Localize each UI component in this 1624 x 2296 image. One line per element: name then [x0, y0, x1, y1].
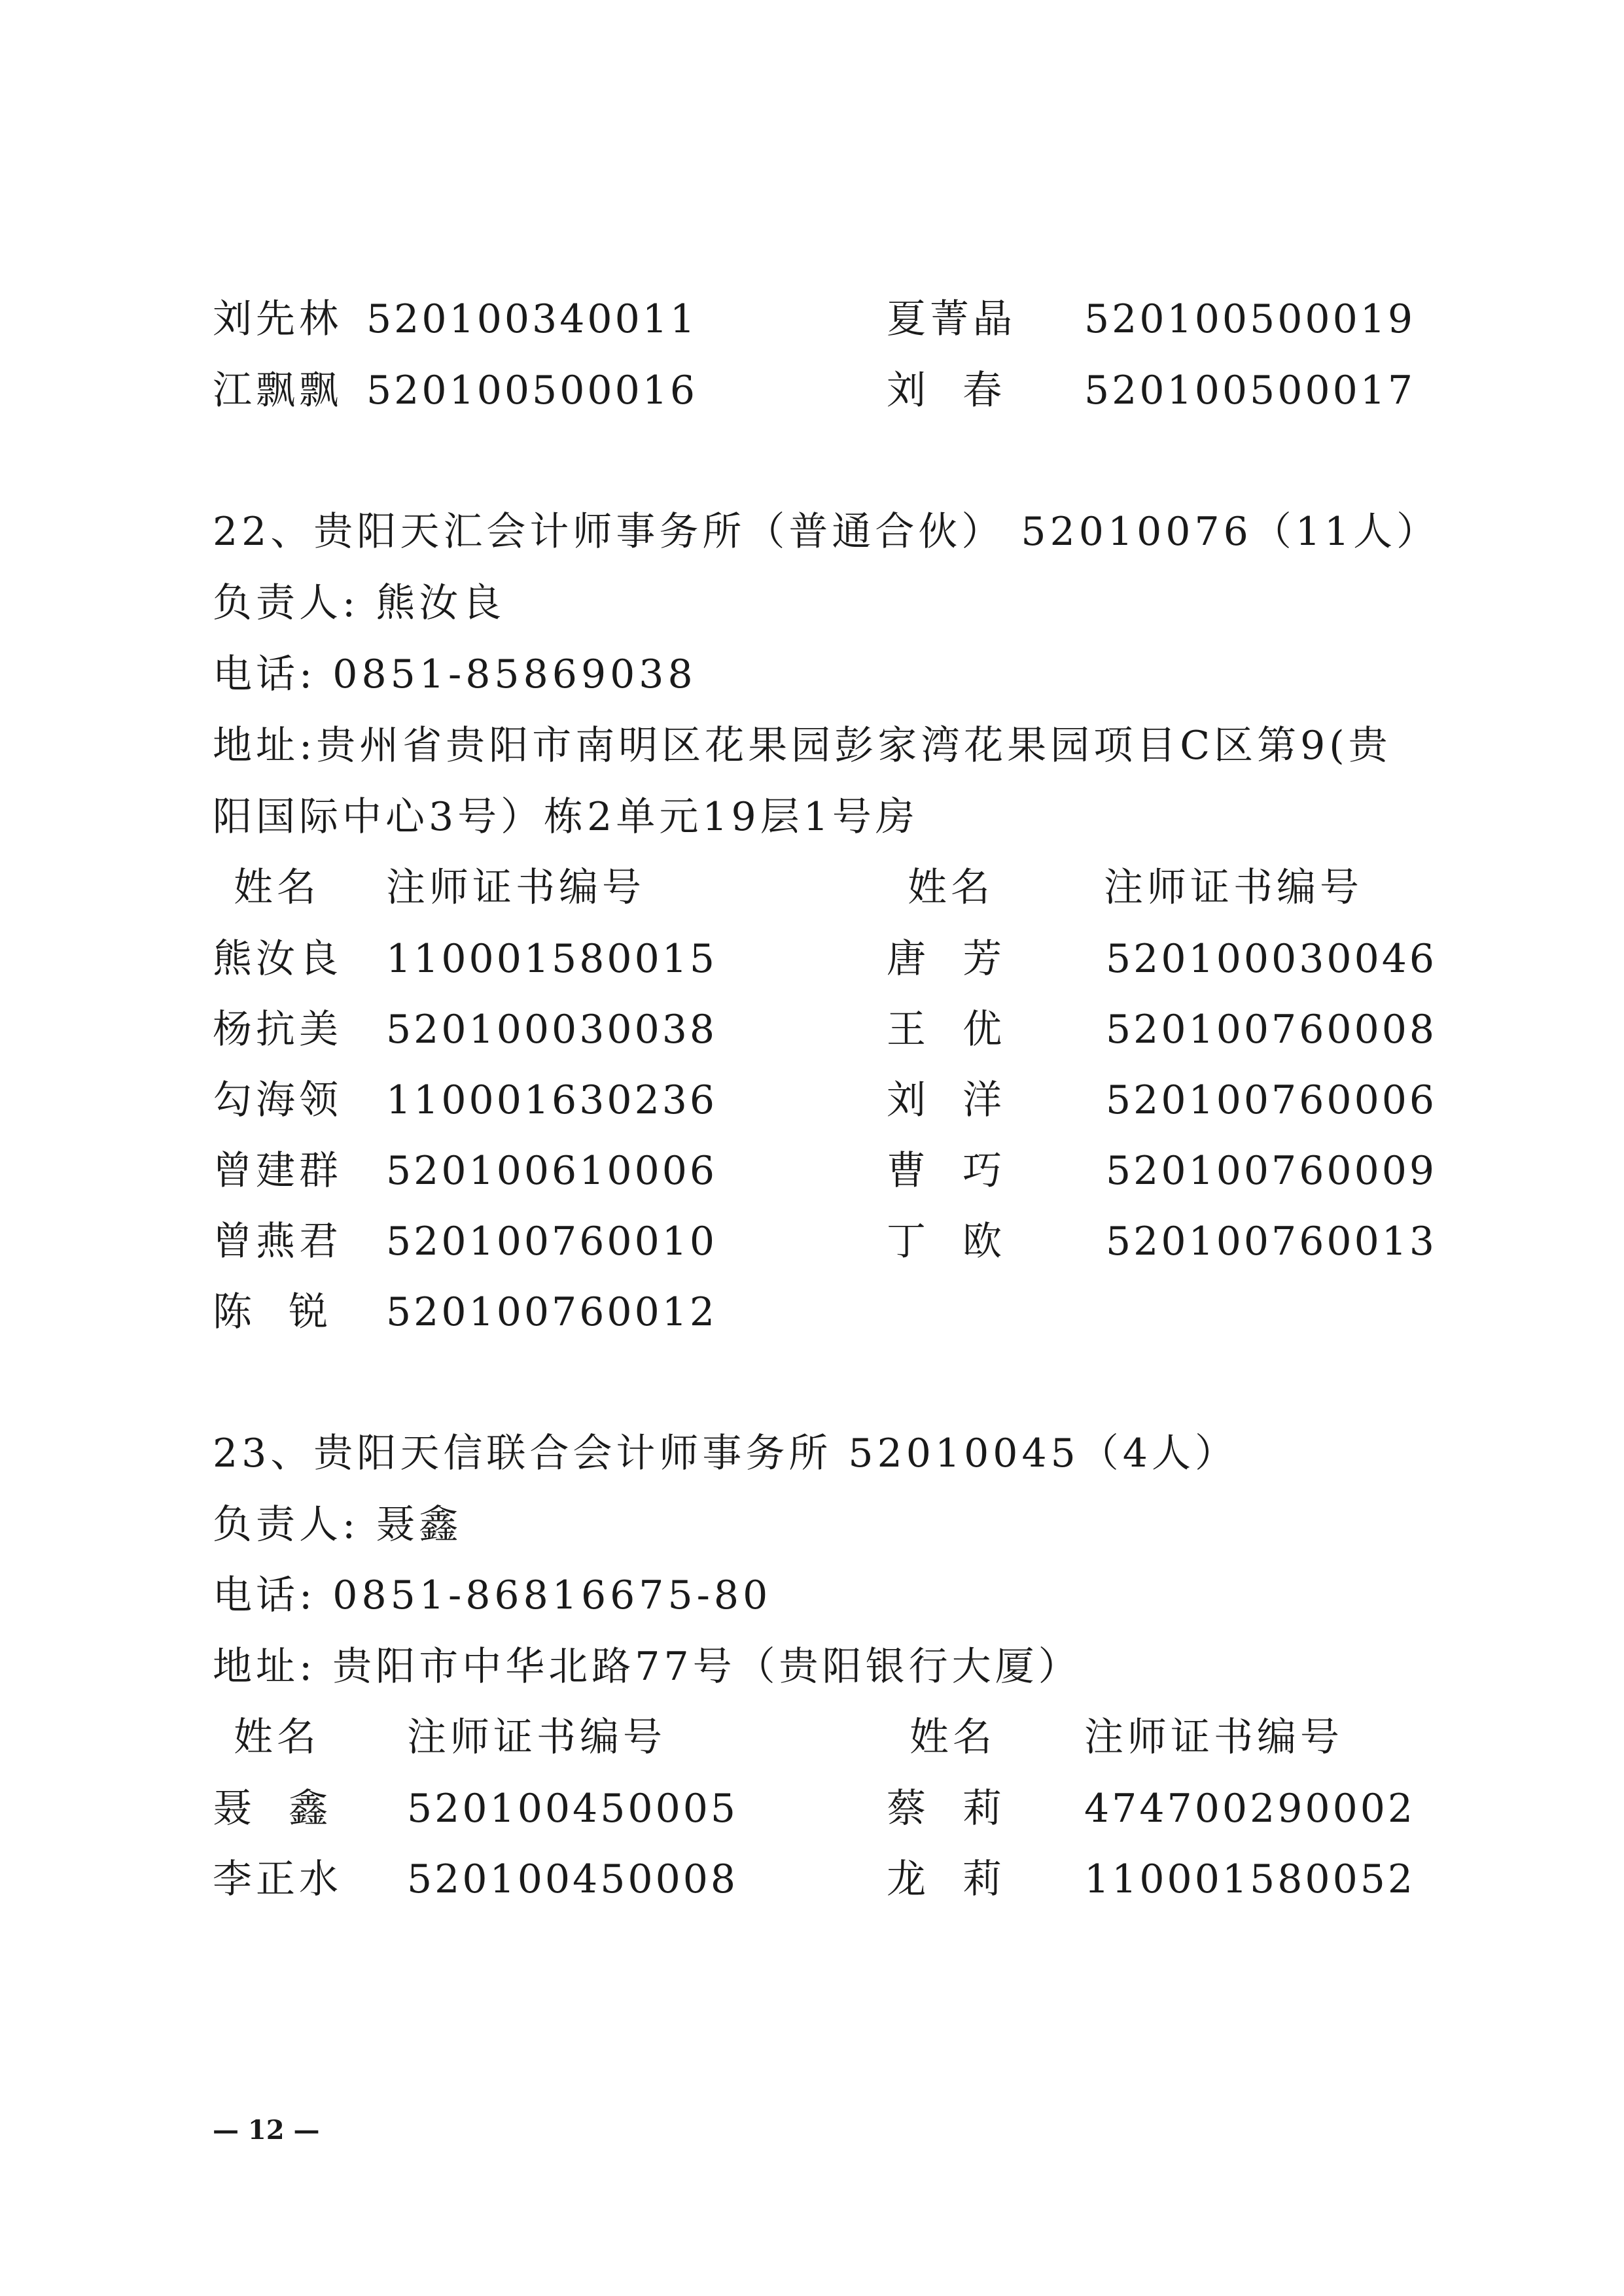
column-header-cert: 注师证书编号 [386, 865, 645, 911]
firm-address-line-1: 地址:贵州省贵阳市南明区花果园彭家湾花果园项目C区第9(贵 [213, 723, 1392, 769]
cert-number: 474700290002 [1084, 1786, 1416, 1832]
firm-leader: 负责人: 熊汝良 [213, 580, 506, 626]
member-name: 李正水 [213, 1856, 342, 1902]
member-name: 刘先林 [213, 296, 342, 342]
table-row [0, 1856, 1624, 1908]
cert-number: 520100760008 [1106, 1007, 1438, 1052]
cert-number: 520100760012 [386, 1289, 718, 1335]
cert-number: 110001580052 [1084, 1856, 1416, 1902]
member-name: 唐 芳 [887, 936, 1006, 982]
column-header-name: 姓名 [909, 1714, 996, 1760]
member-name: 龙 莉 [887, 1856, 1006, 1902]
firm-phone: 电话: 0851-86816675-80 [213, 1573, 772, 1618]
column-header-cert: 注师证书编号 [407, 1714, 666, 1760]
member-name: 江飘飘 [213, 368, 342, 413]
cert-number: 520100610006 [386, 1148, 718, 1194]
cert-number: 520100760013 [1106, 1219, 1438, 1264]
table-row [0, 296, 1624, 348]
table-row [0, 1289, 1624, 1341]
firm-leader: 负责人: 聂鑫 [213, 1502, 463, 1548]
table-row [0, 1785, 1624, 1837]
column-header-cert: 注师证书编号 [1104, 865, 1363, 911]
column-header-name: 姓名 [908, 865, 994, 911]
cert-number: 520100500019 [1084, 296, 1416, 342]
cert-number: 520100500017 [1084, 368, 1416, 413]
table-header [0, 864, 1624, 916]
cert-number: 110001580015 [386, 936, 718, 982]
cert-number: 520100030038 [386, 1007, 718, 1052]
cert-number: 520100340011 [366, 296, 698, 342]
cert-number: 520100450008 [407, 1856, 739, 1902]
member-name: 曾建群 [213, 1148, 342, 1194]
member-name: 王 优 [887, 1007, 1006, 1052]
cert-number: 110001630236 [386, 1077, 718, 1123]
member-name: 蔡 莉 [887, 1786, 1006, 1832]
cert-number: 520100030046 [1106, 936, 1438, 982]
table-row [0, 367, 1624, 419]
firm-phone: 电话: 0851-85869038 [213, 652, 697, 697]
member-name: 曹 巧 [887, 1148, 1006, 1194]
table-row [0, 1077, 1624, 1129]
member-name: 刘 洋 [887, 1077, 1006, 1123]
firm-address-line-2: 阳国际中心3号）栋2单元19层1号房 [213, 794, 919, 840]
cert-number: 520100760010 [386, 1219, 718, 1264]
table-row [0, 1218, 1624, 1270]
column-header-name: 姓名 [234, 1714, 320, 1760]
cert-number: 520100500016 [366, 368, 698, 413]
column-header-cert: 注师证书编号 [1084, 1714, 1343, 1760]
cert-number: 520100760006 [1106, 1077, 1438, 1123]
firm-title: 23、贵阳天信联合会计师事务所 52010045（4人） [213, 1431, 1238, 1476]
firm-address-line-1: 地址: 贵阳市中华北路77号（贵阳银行大厦） [213, 1644, 1082, 1690]
column-header-name: 姓名 [234, 865, 320, 911]
member-name: 熊汝良 [213, 936, 342, 982]
table-row [0, 935, 1624, 988]
member-name: 曾燕君 [213, 1219, 342, 1264]
cert-number: 520100450005 [407, 1786, 739, 1832]
cert-number: 520100760009 [1106, 1148, 1438, 1194]
member-name: 夏菁晶 [887, 296, 1016, 342]
member-name: 刘 春 [887, 368, 1006, 413]
member-name: 杨抗美 [213, 1007, 342, 1052]
member-name: 丁 欧 [887, 1219, 1006, 1264]
table-row [0, 1006, 1624, 1058]
page-number: — 12 — [213, 2115, 320, 2146]
table-row [0, 1147, 1624, 1200]
member-name: 陈 锐 [213, 1289, 332, 1335]
member-name: 勾海领 [213, 1077, 342, 1123]
member-name: 聂 鑫 [213, 1786, 332, 1832]
table-header [0, 1714, 1624, 1766]
firm-title: 22、贵阳天汇会计师事务所（普通合伙） 52010076（11人） [213, 509, 1440, 555]
